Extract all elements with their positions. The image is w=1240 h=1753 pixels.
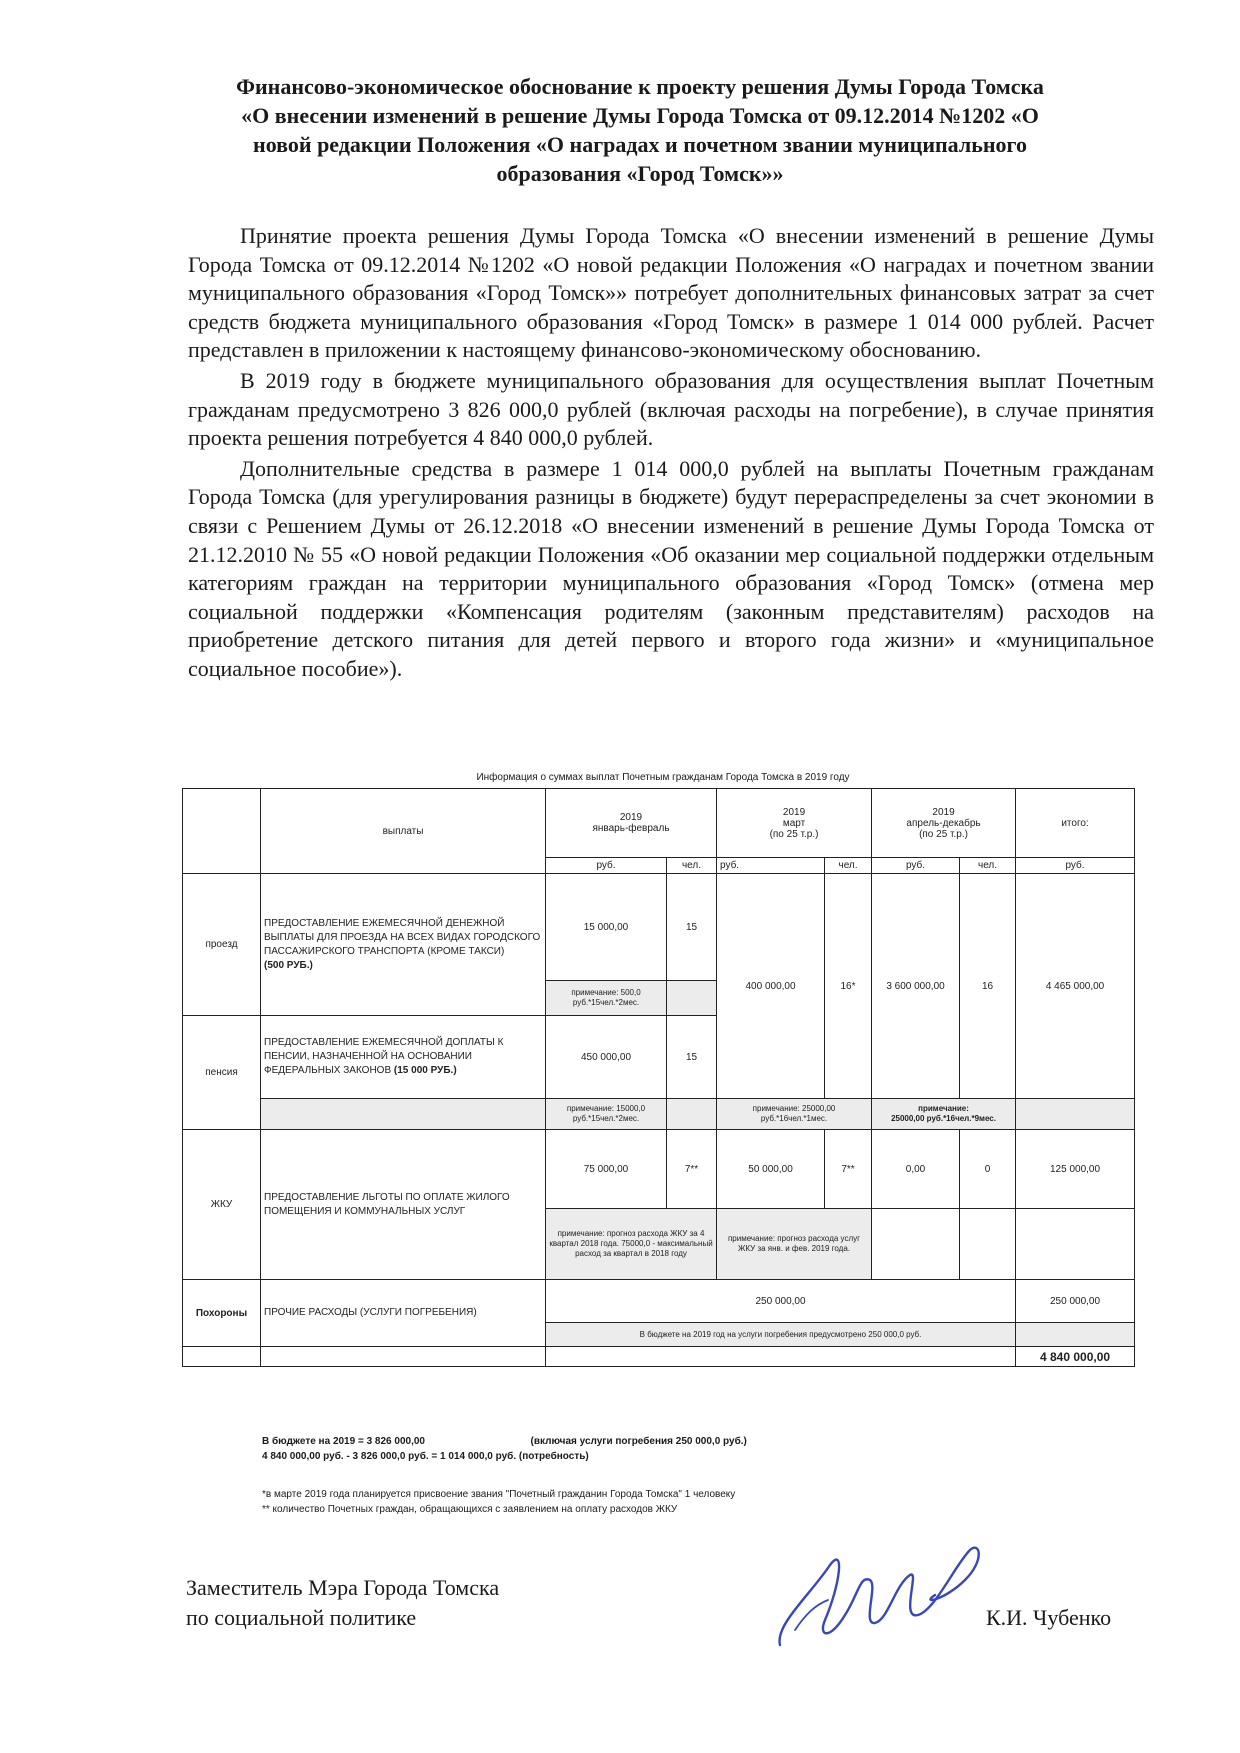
proezd-label-rate: (500 РУБ.) [264,959,313,971]
zhku-p2-people: 7** [825,1130,872,1209]
pension-note-empty [261,1099,546,1130]
pension-label-text: ПРЕДОСТАВЛЕНИЕ ЕЖЕМЕСЯЧНОЙ ДОПЛАТЫ К ПЕНСИИ, НАЗНАЧЕННОЙ НА ОСНОВАНИИ ФЕДЕРАЛЬНЫХ ЗАКОНОВ [264,1037,504,1076]
body-text [188,222,1154,686]
title-line: новой редакции Положения «О наградах и почетном звании муниципального [253,132,1027,157]
total-row-empty [261,1347,546,1367]
table-caption: Информация о суммах выплат Почетным гражданам Города Томска в 2019 году [476,772,850,783]
header-year: 2019 [782,806,806,818]
title-line: «О внесении изменений в решение Думы Города Томска от 09.12.2014 №1202 «О [241,103,1039,128]
total-row-empty [183,1347,261,1367]
header-period: март [782,817,806,829]
header-period-march [717,789,872,858]
category-funeral: Похороны [183,1280,261,1347]
pension-note-empty [1016,1099,1135,1130]
pension-p3-note-title: примечание: [918,1104,969,1113]
pension-p1-note: примечание: 15000,0 руб.*15чел.*2мес. [546,1099,667,1130]
zhku-note-empty [960,1209,1016,1280]
pension-p1-rub: 450 000,00 [546,1016,667,1099]
zhku-p3-rub: 0,00 [872,1130,960,1209]
header-total: итого: [1016,789,1135,858]
funeral-amount: 250 000,00 [546,1280,1016,1323]
merged-p3-people: 16 [960,874,1016,1099]
merged-p2-people: 16* [825,874,872,1099]
merged-p2-rub: 400 000,00 [717,874,825,1099]
footnote-2: ** количество Почетных граждан, обращающихся с заявлением на оплату расходов ЖКУ [262,1504,678,1515]
pension-p3-note [872,1099,1016,1130]
payments-table-block [182,768,1134,1367]
category-zhku: ЖКУ [183,1130,261,1280]
header-period-jan-feb [546,789,717,858]
title-line: Финансово-экономическое обоснование к проекту решения Думы Города Томска [236,74,1044,99]
header-period: январь-февраль [592,823,670,834]
paragraph-2: В 2019 году в бюджете муниципального образования для осуществления выплат Почетным гражданам предусмотрено 3 826 000,0 рублей (включая расходы на погребение), в случае принятия проекта решения потребуется 4 840 000,0 рублей. [188,367,1154,451]
footnotes [262,1487,962,1517]
proezd-label [261,874,546,1016]
title-line: образования «Город Томск»» [496,161,784,186]
header-rub: руб. [1016,858,1135,874]
proezd-p1-people: 15 [667,874,717,981]
pension-p3-note-text: 25000,00 руб.*16чел.*9мес. [891,1114,996,1123]
zhku-p2-rub: 50 000,00 [717,1130,825,1209]
zhku-p3-people: 0 [960,1130,1016,1209]
category-proezd: проезд [183,874,261,1016]
header-rub: руб. [717,858,825,874]
position-line-1: Заместитель Мэра Города Томска [186,1575,500,1600]
budget-calc: 4 840 000,00 руб. - 3 826 000,0 руб. = 1 014 000,0 руб. (потребность) [262,1451,589,1462]
zhku-note-empty [1016,1209,1135,1280]
zhku-total: 125 000,00 [1016,1130,1135,1209]
proezd-note-empty [667,981,717,1016]
category-pension: пенсия [183,1016,261,1130]
header-rub: руб. [872,858,960,874]
proezd-p1-rub: 15 000,00 [546,874,667,981]
header-period: апрель-декабрь [906,817,981,829]
zhku-label: ПРЕДОСТАВЛЕНИЕ ЛЬГОТЫ ПО ОПЛАТЕ ЖИЛОГО ПОМЕЩЕНИЯ И КОММУНАЛЬНЫХ УСЛУГ [261,1130,546,1280]
zhku-p1-people: 7** [667,1130,717,1209]
funeral-label: ПРОЧИЕ РАСХОДЫ (УСЛУГИ ПОГРЕБЕНИЯ) [261,1280,546,1347]
paragraph-1: Принятие проекта решения Думы Города Томска «О внесении изменений в решение Думы Города Томска от 09.12.2014 №1202 «О новой редакции Положения «О наградах и почетном звании муниципального образования «Город Томск»» потребует дополнительных финансовых затрат за счет средств бюджета муниципального образования «Город Томск» в размере 1 014 000 рублей. Расчет представлен в приложении к настоящему финансово-экономическому обоснованию. [188,223,1154,363]
document-title [140,72,1140,188]
handwritten-signature [770,1545,1010,1655]
header-period-apr-dec [872,789,1016,858]
header-rate: (по 25 т.р.) [919,828,968,840]
zhku-p2-note: примечание: прогноз расхода услуг ЖКУ за янв. и фев. 2019 года. [717,1209,872,1280]
zhku-note-empty [872,1209,960,1280]
header-payments: выплаты [261,789,546,874]
header-empty-cell [183,789,261,874]
pension-p1-people: 15 [667,1016,717,1099]
signatory-name: К.И. Чубенко [986,1605,1112,1630]
paragraph-3: Дополнительные средства в размере 1 014 000,0 рублей на выплаты Почетным гражданам Города Томска (для урегулирования разницы в бюджете) будут перераспределены за счет экономии в связи с Решением Думы от 26.12.2018 «О внесении изменений в решение Думы Города Томска от 21.12.2010 № 55 «О новой редакции Положения «Об оказании мер социальной поддержки отдельным категориям граждан на территории муниципального образования «Город Томск» (отмена мер социальной поддержки «Компенсация родителям (законным представителям) расходов на приобретение детского питания для детей первого и второго года жизни» и «муниципальное социальное пособие»). [188,455,1154,681]
merged-p3-rub: 3 600 000,00 [872,874,960,1099]
header-rate: (по 25 т.р.) [769,828,819,840]
zhku-p1-rub: 75 000,00 [546,1130,667,1209]
header-people: чел. [825,858,872,874]
merged-total: 4 465 000,00 [1016,874,1135,1099]
header-people: чел. [667,858,717,874]
signatory-position [186,1573,499,1633]
pension-label-rate: (15 000 РУБ.) [393,1065,457,1076]
pension-p2-note: примечание: 25000,00 руб.*16чел.*1мес. [717,1099,872,1130]
total-row-empty [546,1347,1016,1367]
grand-total: 4 840 000,00 [1016,1347,1135,1367]
header-year: 2019 [619,812,643,823]
position-line-2: по социальной политике [186,1605,417,1630]
header-rub: руб. [546,858,667,874]
budget-notes [262,1434,962,1464]
budget-line [262,1434,962,1449]
budget-amount: В бюджете на 2019 = 3 826 000,00 [262,1436,425,1447]
budget-including: (включая услуги погребения 250 000,0 руб.) [530,1436,747,1447]
funeral-note-empty [1016,1323,1135,1347]
footnote-1: *в марте 2019 года планируется присвоение звания "Почетный гражданин Города Томска" 1 человеку [262,1489,736,1500]
funeral-total: 250 000,00 [1016,1280,1135,1323]
proezd-p1-note: примечание: 500,0 руб.*15чел.*2мес. [546,981,667,1016]
proezd-label-text: ПРЕДОСТАВЛЕНИЕ ЕЖЕМЕСЯЧНОЙ ДЕНЕЖНОЙ ВЫПЛАТЫ ДЛЯ ПРОЕЗДА НА ВСЕХ ВИДАХ ГОРОДСКОГО ПАССАЖИРСКОГО ТРАНСПОРТА (КРОМЕ ТАКСИ) [264,917,541,957]
payments-table [182,788,1135,1367]
header-people: чел. [960,858,1016,874]
zhku-p1-note: примечание: прогноз расхода ЖКУ за 4 квартал 2018 года. 75000,0 - максимальный расход за квартал в 2018 году [546,1209,717,1280]
header-year: 2019 [932,806,955,818]
pension-note-empty [667,1099,717,1130]
funeral-note: В бюджете на 2019 год на услуги погребения предусмотрено 250 000,0 руб. [546,1323,1016,1347]
pension-label [261,1016,546,1099]
